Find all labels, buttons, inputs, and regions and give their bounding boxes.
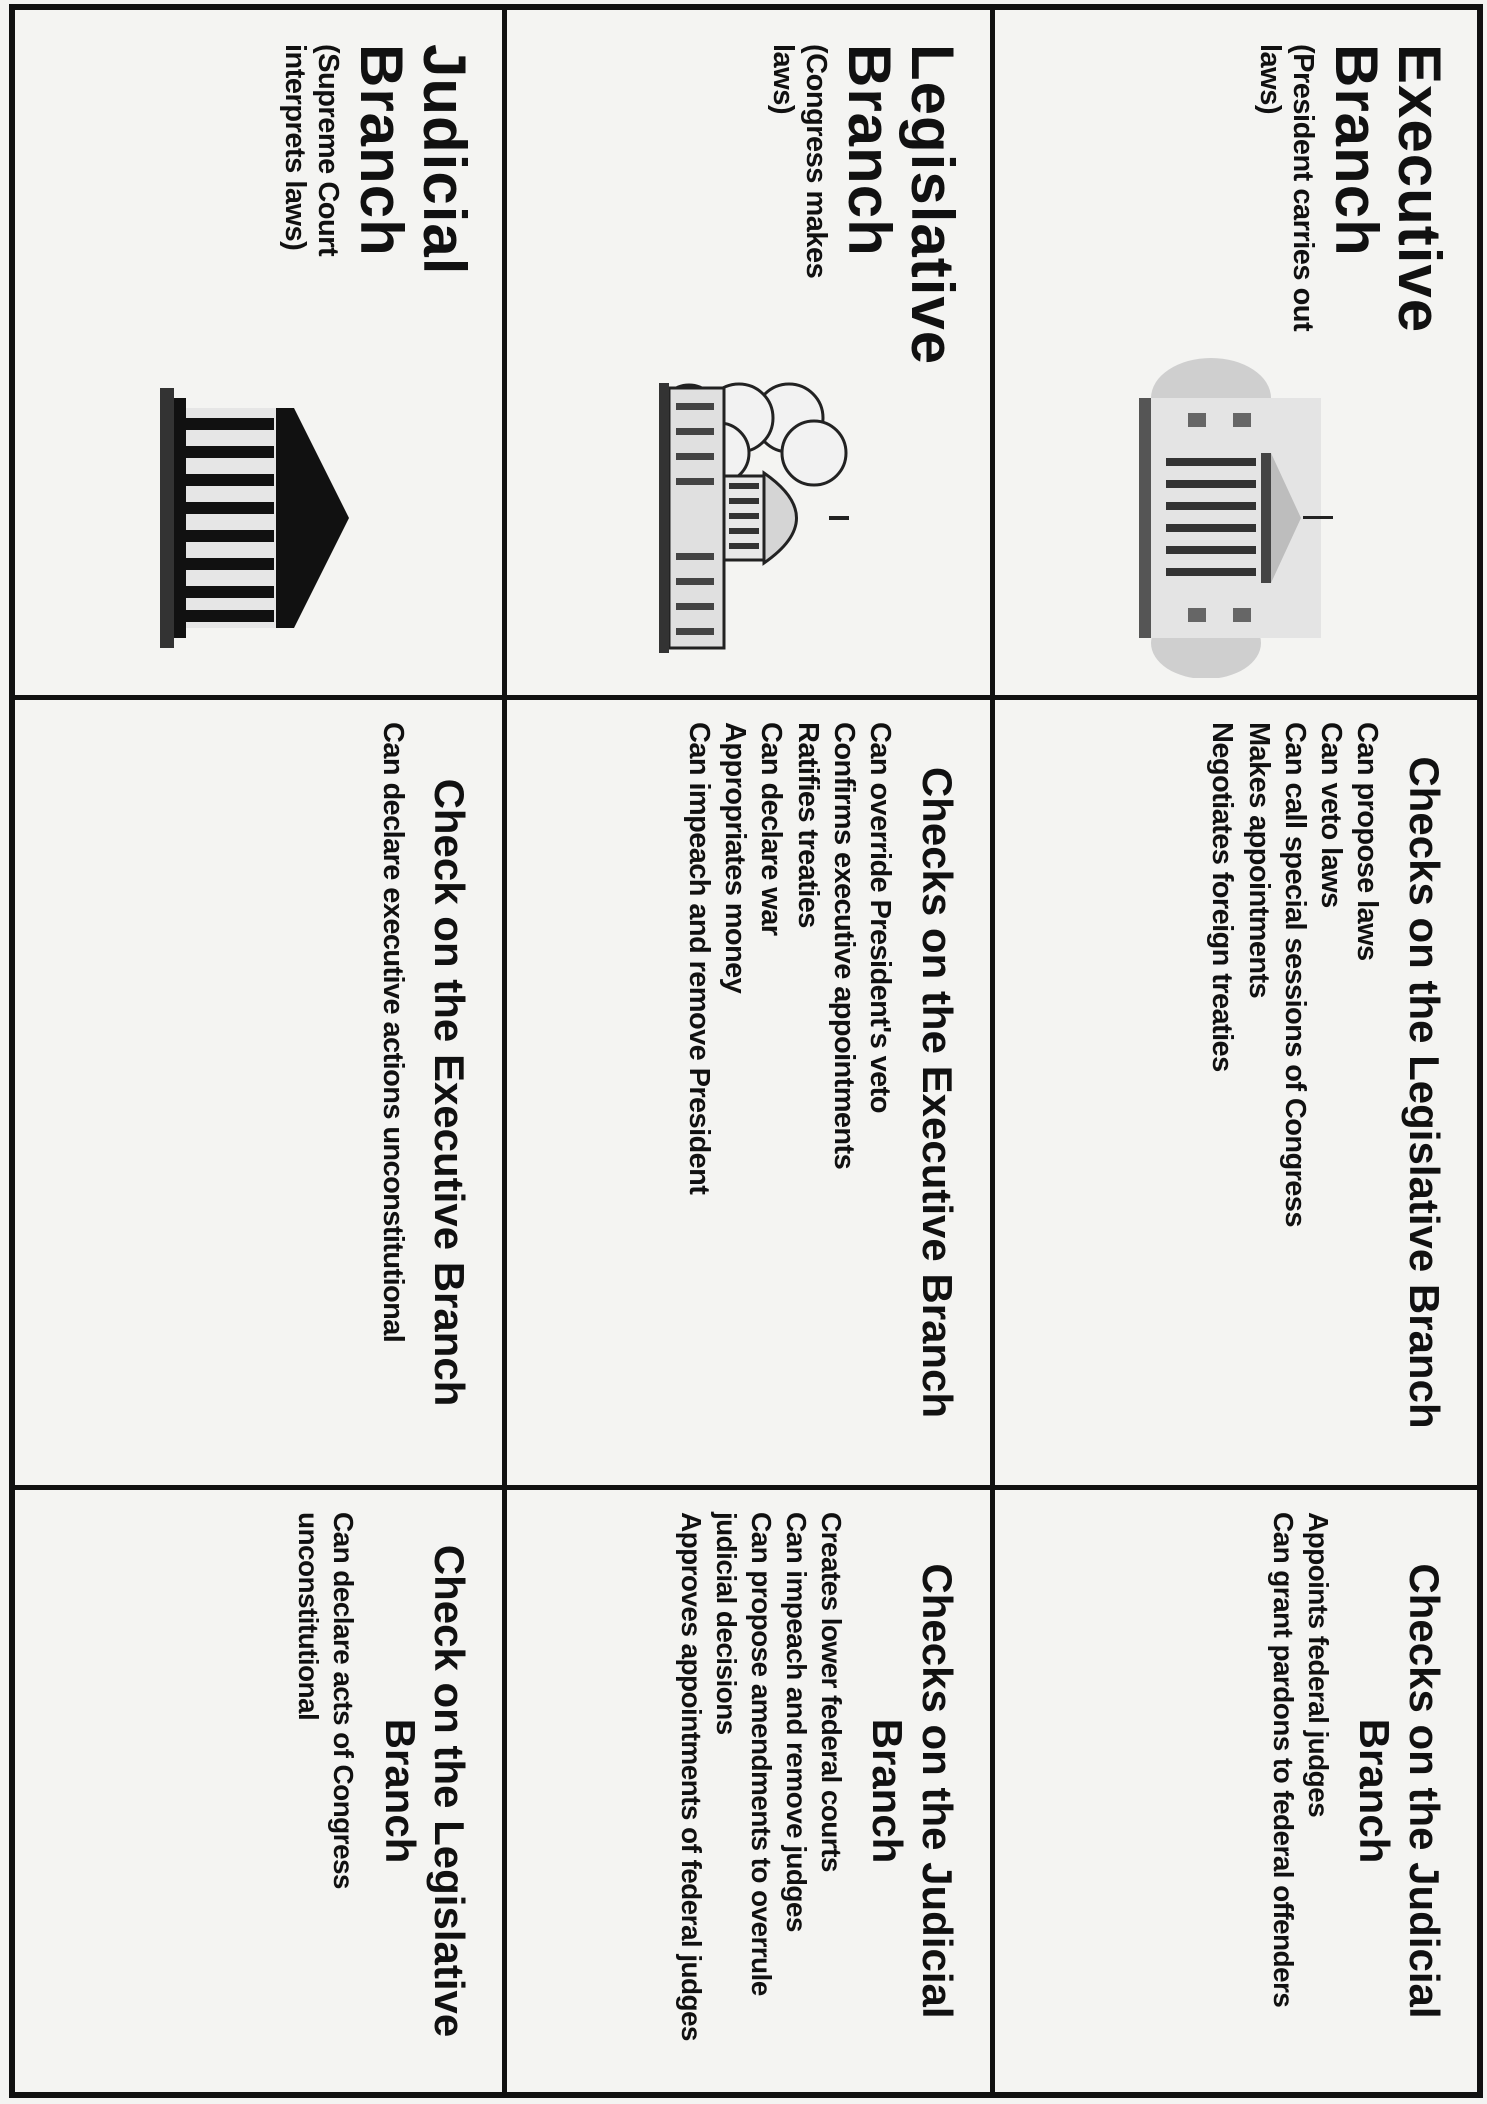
check-item: Can propose amendments to overrule judicial decisions [710, 1512, 777, 1996]
executive-checks-on-legislative [990, 700, 1477, 1490]
branch-title: Judicial Branch [348, 44, 479, 276]
check-item: Can grant pardons to federal offenders [1267, 1512, 1299, 2008]
check-item: Can override President's veto [864, 722, 897, 1113]
check-title: Check on the Legislative Branch [376, 1544, 474, 2038]
legislative-branch-cell [502, 10, 989, 700]
check-list [375, 722, 411, 1463]
check-item: Creates lower federal courts [815, 1512, 847, 1872]
check-item: Can declare executive actions unconstitutional [376, 722, 409, 1343]
check-item: Can declare war [755, 722, 788, 936]
check-item: Approves appointments of federal judges [675, 1512, 707, 2041]
check-item: Negotiates foreign treaties [1206, 722, 1239, 1072]
check-list [1204, 722, 1385, 1463]
executive-branch-cell [990, 10, 1477, 700]
legislative-checks-on-judicial [502, 1490, 989, 2092]
check-item: Can impeach and remove judges [780, 1512, 812, 1932]
check-item: Confirms executive appointments [827, 722, 860, 1170]
check-item: Can propose laws [1351, 722, 1384, 961]
check-item: Can veto laws [1315, 722, 1348, 908]
branch-subtitle: (Supreme Court interprets laws) [279, 44, 345, 257]
supreme-court-image [15, 340, 502, 695]
judicial-check-on-legislative [15, 1490, 502, 2092]
check-item: Makes appointments [1242, 722, 1275, 999]
check-list [1266, 1512, 1336, 2070]
check-item: Can impeach and remove President [682, 722, 715, 1195]
check-list [291, 1512, 361, 2070]
branch-title: Legislative Branch [835, 44, 966, 366]
judicial-branch-cell [15, 10, 502, 700]
check-title: Checks on the Judicial Branch [1351, 1563, 1448, 2019]
check-title: Checks on the Judicial Branch [864, 1563, 961, 2019]
check-title: Checks on the Legislative Branch [1401, 756, 1448, 1429]
check-item: Can call special sessions of Congress [1278, 722, 1311, 1227]
check-item: Appoints federal judges [1302, 1512, 1334, 1818]
check-list [681, 722, 899, 1463]
white-house-image [995, 340, 1477, 695]
judicial-check-on-executive [15, 700, 502, 1490]
branch-subtitle: (President carries out laws) [1254, 44, 1319, 332]
branch-subtitle: (Congress makes laws) [766, 44, 832, 279]
check-title: Check on the Executive Branch [426, 778, 474, 1407]
legislative-checks-on-executive [502, 700, 989, 1490]
check-title: Checks on the Executive Branch [913, 766, 961, 1419]
check-list [674, 1512, 849, 2070]
executive-checks-on-judicial [990, 1490, 1477, 2092]
branch-title: Executive Branch [1323, 44, 1453, 334]
capitol-image [507, 340, 989, 695]
check-item: Appropriates money [719, 722, 752, 994]
checks-and-balances-table [9, 4, 1483, 2098]
check-item: Can declare acts of Congress unconstitutional [293, 1512, 360, 1889]
check-item: Ratifies treaties [791, 722, 824, 928]
